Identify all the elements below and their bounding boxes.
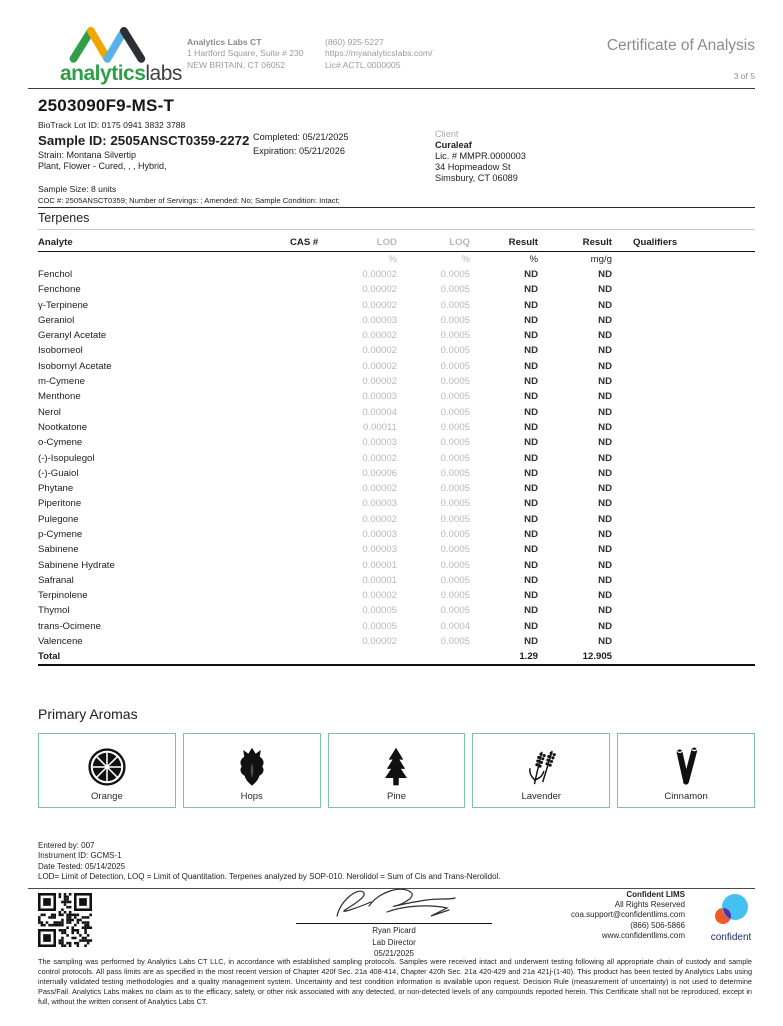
lims-email-link[interactable]: coa.support@confidentlims.com [571, 910, 685, 920]
analyte-lod: 0.00002 [362, 376, 397, 388]
analyte-qualifiers [612, 313, 755, 328]
analyte-result-mgg: ND [598, 483, 612, 495]
analyte-loq: 0.0005 [440, 452, 470, 464]
analyte-result-pct: ND [524, 406, 538, 418]
terpenes-table [38, 237, 755, 666]
analyte-name: Fenchol [38, 268, 73, 280]
terpenes-title: Terpenes [38, 208, 755, 230]
analyte-lod: 0.00001 [362, 559, 397, 571]
analyte-lod: 0.00002 [362, 268, 397, 280]
analyte-result-pct: ND [524, 421, 538, 433]
analyte-qualifiers [612, 542, 755, 557]
analyte-result-pct: ND [524, 376, 538, 388]
analyte-qualifiers [612, 527, 755, 542]
table-row [38, 527, 755, 542]
lavender-icon [519, 745, 563, 789]
matrix-type: Plant, Flower - Cured, , , Hybrid, [38, 161, 167, 171]
table-row [38, 374, 755, 389]
lab-address-block [187, 37, 304, 71]
analyte-loq: 0.0005 [440, 559, 470, 571]
pine-icon [374, 745, 418, 789]
col-analyte: Analyte [38, 237, 290, 252]
analyte-qualifiers [612, 588, 755, 603]
analyte-name: Piperitone [38, 498, 82, 510]
table-row [38, 466, 755, 481]
brand-wordmark [60, 62, 182, 86]
aroma-label: Cinnamon [664, 791, 708, 802]
analyte-result-pct: ND [524, 391, 538, 403]
analyte-loq: 0.0005 [440, 605, 470, 617]
analyte-result-mgg: ND [598, 345, 612, 357]
lab-address-line1: 1 Hartford Square, Suite # 230 [187, 48, 304, 59]
analyte-qualifiers [612, 328, 755, 343]
analyte-qualifiers [612, 573, 755, 588]
analyte-loq: 0.0005 [440, 513, 470, 525]
analyte-cas [290, 343, 340, 358]
entered-by: Entered by: 007 [38, 841, 95, 850]
analyte-result-mgg: ND [598, 299, 612, 311]
unit-lod: % [388, 253, 397, 265]
analyte-loq: 0.0005 [440, 314, 470, 326]
hops-icon [230, 745, 274, 789]
analyte-result-mgg: ND [598, 391, 612, 403]
aroma-card-orange [38, 733, 176, 808]
analyte-name: Menthone [38, 391, 81, 403]
sample-info-section [38, 96, 755, 205]
analyte-qualifiers [612, 404, 755, 419]
analyte-result-pct: ND [524, 559, 538, 571]
analyte-name: Pulegone [38, 513, 79, 525]
analyte-loq: 0.0005 [440, 299, 470, 311]
analyte-result-mgg: ND [598, 620, 612, 632]
analyte-result-mgg: ND [598, 498, 612, 510]
unit-result-pct: % [529, 253, 538, 265]
analyte-result-mgg: ND [598, 314, 612, 326]
analyte-result-pct: ND [524, 590, 538, 602]
analyte-qualifiers [612, 603, 755, 618]
analyte-name: m-Cymene [38, 376, 85, 388]
instrument-id: Instrument ID: GCMS-1 [38, 851, 122, 861]
lab-website-link[interactable]: https://myanalyticslabs.com/ [325, 48, 433, 59]
analyte-result-mgg: ND [598, 574, 612, 586]
analyte-result-pct: ND [524, 620, 538, 632]
client-address-line1: 34 Hopmeadow St [435, 162, 511, 172]
analyte-cas [290, 588, 340, 603]
analyte-qualifiers [612, 496, 755, 511]
client-license: Lic. # MMPR.0000003 [435, 151, 526, 161]
analyte-name: Geranyl Acetate [38, 330, 107, 342]
analyte-loq: 0.0005 [440, 590, 470, 602]
confident-wordmark: confident [710, 932, 752, 943]
analyte-name: Sabinene [38, 544, 79, 556]
legal-disclaimer: The sampling was performed by Analytics Labs CT LLC, in accordance with established sampling protocols. Samples were received intact and underwent testing following all appropriate chain of custody and sample control protocols. All pass limits are as specified in the most recent version of Chapter 420f Sec. 21a 408-414, Chapter 420h Sec. 21a 420-429 and 21a 421j-(1-40). This product has been tested by Analytics Labs using internally validated testing methodologies and a quality management system. Uncertainty and test condition information is available upon request. Decision Rule (measurement of uncertainty) is not used to determine Pass/Fail. Analytics Labs makes no claim as to the efficacy, safety, or other risk associated with any detected, or non-detected levels of any compounds reported herein. This Certificate shall not be reproduced, except in full, without the written consent of Analytics Labs CT. [38, 957, 752, 1006]
analyte-lod: 0.00001 [362, 574, 397, 586]
aroma-label: Lavender [521, 791, 562, 802]
analyte-result-mgg: ND [598, 605, 612, 617]
client-block [435, 129, 526, 184]
analyte-result-mgg: ND [598, 284, 612, 296]
analyte-result-mgg: ND [598, 268, 612, 280]
analyte-result-pct: ND [524, 483, 538, 495]
signature-icon [299, 886, 489, 922]
table-row [38, 404, 755, 419]
analyte-name: Terpinolene [38, 590, 88, 602]
analyte-result-pct: ND [524, 467, 538, 479]
analyte-name: (-)-Isopulegol [38, 452, 95, 464]
analyte-loq: 0.0005 [440, 467, 470, 479]
aroma-cards-row [38, 733, 755, 808]
analyte-name: p-Cymene [38, 528, 83, 540]
analyte-result-mgg: ND [598, 590, 612, 602]
analyte-name: Sabinene Hydrate [38, 559, 115, 571]
analyte-result-mgg: ND [598, 330, 612, 342]
analyte-name: Phytane [38, 483, 74, 495]
analyte-cas [290, 267, 340, 282]
analyte-qualifiers [612, 282, 755, 297]
signer-name: Ryan Picard [372, 926, 416, 935]
analyte-loq: 0.0005 [440, 345, 470, 357]
total-result-pct: 1.29 [470, 649, 538, 664]
lims-rights: All Rights Reserved [614, 900, 685, 910]
analyte-loq: 0.0005 [440, 544, 470, 556]
unit-loq: % [461, 253, 470, 265]
analyte-lod: 0.00002 [362, 299, 397, 311]
analyte-lod: 0.00003 [362, 544, 397, 556]
analyte-cas [290, 481, 340, 496]
table-row [38, 343, 755, 358]
col-result-pct: Result [470, 237, 538, 252]
analyte-lod: 0.00003 [362, 498, 397, 510]
orange-icon [85, 745, 129, 789]
analyte-result-mgg: ND [598, 467, 612, 479]
analyte-lod: 0.00003 [362, 528, 397, 540]
table-row [38, 496, 755, 511]
analyte-cas [290, 573, 340, 588]
table-row [38, 450, 755, 465]
col-result-mgg: Result [538, 237, 612, 252]
analyte-loq: 0.0005 [440, 574, 470, 586]
total-row [38, 649, 755, 664]
signature-date: 05/21/2025 [373, 949, 415, 959]
analyte-qualifiers [612, 297, 755, 312]
analyte-cas [290, 527, 340, 542]
brand-analytics: analytics [60, 62, 146, 85]
lab-phone: (860) 925-5227 [325, 37, 384, 47]
table-row [38, 297, 755, 312]
cinnamon-icon [664, 745, 708, 789]
analyte-qualifiers [612, 435, 755, 450]
table-row [38, 359, 755, 374]
header-divider [28, 88, 755, 89]
analyte-name: Geraniol [38, 314, 75, 326]
analyte-result-pct: ND [524, 498, 538, 510]
table-row [38, 603, 755, 618]
signature-block [296, 886, 492, 959]
total-label: Total [38, 649, 290, 664]
analyte-cas [290, 359, 340, 374]
client-label: Client [435, 129, 459, 139]
aroma-label: Orange [91, 791, 123, 802]
col-loq: LOQ [397, 237, 470, 252]
analyte-result-pct: ND [524, 330, 538, 342]
lims-website-link[interactable]: www.confidentlims.com [601, 930, 685, 940]
analyte-result-mgg: ND [598, 559, 612, 571]
analyte-cas [290, 542, 340, 557]
analyte-cas [290, 512, 340, 527]
analyte-cas [290, 374, 340, 389]
analyte-result-mgg: ND [598, 528, 612, 540]
analyte-qualifiers [612, 374, 755, 389]
aroma-label: Pine [386, 791, 406, 802]
analyte-result-pct: ND [524, 513, 538, 525]
signature-line [296, 923, 492, 924]
analyte-name: Nootkatone [38, 421, 88, 433]
table-row [38, 512, 755, 527]
table-row [38, 267, 755, 282]
analyte-lod: 0.00011 [363, 421, 397, 433]
analyte-result-mgg: ND [598, 376, 612, 388]
col-qualifiers: Qualifiers [612, 237, 755, 252]
analyte-qualifiers [612, 466, 755, 481]
analyte-qualifiers [612, 267, 755, 282]
aroma-card-lavender [472, 733, 610, 808]
analyte-lod: 0.00005 [362, 605, 397, 617]
analyte-result-pct: ND [524, 636, 538, 648]
document-title: Certificate of Analysis [606, 37, 755, 54]
analyte-name: Isoborneol [38, 345, 83, 357]
analyte-qualifiers [612, 420, 755, 435]
analyte-loq: 0.0004 [440, 620, 470, 632]
analyte-cas [290, 603, 340, 618]
table-row [38, 328, 755, 343]
aroma-card-hops [183, 733, 321, 808]
analyte-result-pct: ND [524, 268, 538, 280]
strain: Strain: Montana Silvertip [38, 149, 137, 160]
lod-loq-note: LOD= Limit of Detection, LOQ = Limit of Quantitation. Terpenes analyzed by SOP-010. Nerolidol = Sum of Cis and Trans-Nerolidol. [38, 872, 501, 882]
coc-line: COC #: 2505ANSCT0359; Number of Servings: ; Amended: No; Sample Condition: Intact; [38, 196, 340, 205]
analyte-qualifiers [612, 634, 755, 649]
analyte-result-mgg: ND [598, 544, 612, 556]
analyte-cas [290, 496, 340, 511]
client-address-line2: Simsbury, CT 06089 [435, 173, 518, 183]
analyte-loq: 0.0005 [440, 376, 470, 388]
analyte-result-pct: ND [524, 605, 538, 617]
table-row [38, 282, 755, 297]
analyte-result-pct: ND [524, 574, 538, 586]
units-row [38, 252, 755, 267]
analyte-qualifiers [612, 359, 755, 374]
analyte-loq: 0.0005 [440, 528, 470, 540]
analyte-lod: 0.00004 [362, 406, 397, 418]
col-lod: LOD [340, 237, 397, 252]
analyte-lod: 0.00002 [362, 284, 397, 296]
analyte-qualifiers [612, 481, 755, 496]
analyte-result-pct: ND [524, 360, 538, 372]
analyte-cas [290, 389, 340, 404]
analyte-lod: 0.00002 [362, 636, 397, 648]
analyte-lod: 0.00006 [362, 467, 397, 479]
total-result-mgg: 12.905 [538, 649, 612, 664]
analyte-loq: 0.0005 [440, 360, 470, 372]
unit-result-mgg: mg/g [590, 253, 612, 265]
analyte-loq: 0.0005 [440, 636, 470, 648]
analyte-lod: 0.00002 [362, 590, 397, 602]
analyte-lod: 0.00003 [362, 437, 397, 449]
analyte-loq: 0.0005 [440, 421, 470, 433]
table-row [38, 619, 755, 634]
analyte-qualifiers [612, 557, 755, 572]
terpenes-section [38, 207, 755, 666]
table-row [38, 313, 755, 328]
lab-address-line2: NEW BRITAIN, CT 06052 [187, 59, 286, 70]
analyte-result-mgg: ND [598, 406, 612, 418]
analyte-cas [290, 282, 340, 297]
analyte-name: Valencene [38, 636, 83, 648]
analyte-lod: 0.00002 [362, 452, 397, 464]
analyte-result-pct: ND [524, 284, 538, 296]
analyte-lod: 0.00002 [362, 483, 397, 495]
primary-aromas-title: Primary Aromas [38, 706, 138, 722]
aroma-card-cinnamon [617, 733, 755, 808]
signer-title: Lab Director [372, 937, 416, 947]
analyte-result-mgg: ND [598, 360, 612, 372]
analyte-qualifiers [612, 619, 755, 634]
analyte-cas [290, 420, 340, 435]
analyte-result-mgg: ND [598, 513, 612, 525]
sample-code-heading: 2503090F9-MS-T [38, 96, 175, 115]
table-row [38, 573, 755, 588]
analyte-loq: 0.0005 [440, 498, 470, 510]
analyte-name: o-Cymene [38, 437, 83, 449]
analyte-qualifiers [612, 389, 755, 404]
sample-id: Sample ID: 2505ANSCT0359-2272 [38, 133, 250, 148]
analyte-cas [290, 619, 340, 634]
analyte-result-pct: ND [524, 452, 538, 464]
analyte-result-mgg: ND [598, 452, 612, 464]
analyte-lod: 0.00003 [362, 314, 397, 326]
analyte-name: γ-Terpinene [38, 299, 89, 311]
analyte-loq: 0.0005 [440, 284, 470, 296]
page-number: 3 of 5 [733, 71, 755, 81]
analyte-name: (-)-Guaiol [38, 467, 79, 479]
analyte-cas [290, 634, 340, 649]
table-row [38, 420, 755, 435]
lims-name: Confident LIMS [626, 890, 685, 899]
table-row [38, 481, 755, 496]
analyte-lod: 0.00005 [362, 620, 397, 632]
analyte-qualifiers [612, 450, 755, 465]
lims-phone: (866) 506-5866 [630, 920, 685, 930]
analyte-cas [290, 404, 340, 419]
col-cas: CAS # [290, 237, 340, 252]
lab-contact-block [325, 37, 432, 71]
lab-name: Analytics Labs CT [187, 37, 262, 47]
lab-license: Lic# ACTL.0000005 [325, 59, 401, 70]
analyte-result-pct: ND [524, 345, 538, 357]
expiration-date: Expiration: 05/21/2026 [253, 145, 345, 156]
analyte-result-mgg: ND [598, 636, 612, 648]
analyte-lod: 0.00002 [362, 345, 397, 357]
analyte-cas [290, 313, 340, 328]
confident-circles-icon [709, 893, 753, 927]
table-row [38, 634, 755, 649]
analyte-result-mgg: ND [598, 421, 612, 433]
table-row [38, 557, 755, 572]
analyte-name: Isobornyl Acetate [38, 360, 112, 372]
date-tested: Date Tested: 05/14/2025 [38, 861, 126, 871]
analyte-cas [290, 557, 340, 572]
analyte-cas [290, 466, 340, 481]
table-header-row [38, 237, 755, 252]
analyte-result-pct: ND [524, 544, 538, 556]
analyte-loq: 0.0005 [440, 391, 470, 403]
analyte-lod: 0.00003 [362, 391, 397, 403]
analyte-cas [290, 435, 340, 450]
dates-block [253, 131, 349, 158]
analyte-result-pct: ND [524, 437, 538, 449]
analyte-result-mgg: ND [598, 437, 612, 449]
terpenes-rows [38, 267, 755, 649]
sample-size: Sample Size: 8 units [38, 184, 117, 194]
analysis-meta-block [38, 841, 501, 883]
analyte-name: Nerol [38, 406, 61, 418]
analyte-qualifiers [612, 343, 755, 358]
analyte-cas [290, 297, 340, 312]
client-name: Curaleaf [435, 140, 472, 150]
analyte-cas [290, 450, 340, 465]
confident-logo [697, 893, 765, 943]
analyte-result-pct: ND [524, 528, 538, 540]
analyte-name: Fenchone [38, 284, 81, 296]
analyte-qualifiers [612, 512, 755, 527]
analyte-loq: 0.0005 [440, 483, 470, 495]
lims-info-block [571, 890, 685, 941]
qr-code [38, 893, 92, 947]
analyte-lod: 0.00002 [362, 513, 397, 525]
analyte-lod: 0.00002 [362, 330, 397, 342]
analyte-name: trans-Ocimene [38, 620, 101, 632]
analyte-name: Safranal [38, 574, 74, 586]
biotrack-lot-id: BioTrack Lot ID: 0175 0941 3832 3788 [38, 120, 186, 130]
analyte-result-pct: ND [524, 314, 538, 326]
completed-date: Completed: 05/21/2025 [253, 132, 349, 142]
analyte-cas [290, 328, 340, 343]
analyte-name: Thymol [38, 605, 70, 617]
table-row [38, 435, 755, 450]
analyte-loq: 0.0005 [440, 268, 470, 280]
analyte-loq: 0.0005 [440, 406, 470, 418]
analyte-loq: 0.0005 [440, 330, 470, 342]
brand-labs: labs [145, 62, 182, 85]
primary-aromas-section [38, 706, 755, 808]
table-row [38, 588, 755, 603]
table-row [38, 389, 755, 404]
analyte-lod: 0.00002 [362, 360, 397, 372]
aroma-label: Hops [240, 791, 263, 802]
table-row [38, 542, 755, 557]
analyte-loq: 0.0005 [440, 437, 470, 449]
analyte-result-pct: ND [524, 299, 538, 311]
aroma-card-pine [328, 733, 466, 808]
